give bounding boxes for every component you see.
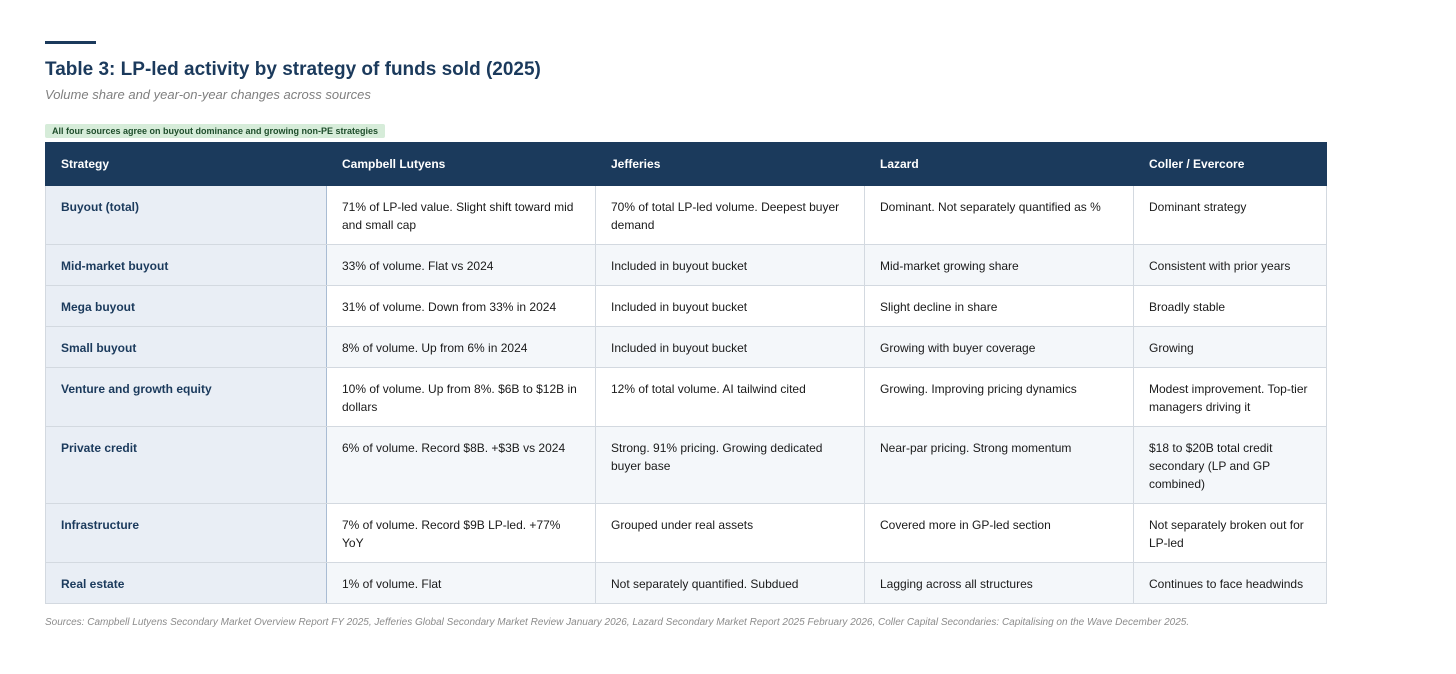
column-header-lazard: Lazard <box>865 143 1134 186</box>
strategy-cell: Mega buyout <box>46 286 327 327</box>
table-row <box>46 245 1327 286</box>
column-header-coller-evercore: Coller / Evercore <box>1134 143 1327 186</box>
strategy-cell: Mid-market buyout <box>46 245 327 286</box>
column-header-campbell-lutyens: Campbell Lutyens <box>327 143 596 186</box>
campbell-lutyens-cell: 6% of volume. Record $8B. +$3B vs 2024 <box>327 427 596 504</box>
column-header-jefferies: Jefferies <box>596 143 865 186</box>
table-header-row <box>46 143 1327 186</box>
lazard-cell: Slight decline in share <box>865 286 1134 327</box>
lazard-cell: Mid-market growing share <box>865 245 1134 286</box>
table-row <box>46 427 1327 504</box>
table-row <box>46 186 1327 245</box>
campbell-lutyens-cell: 7% of volume. Record $9B LP-led. +77% YoY <box>327 504 596 563</box>
title-accent-bar <box>45 41 96 44</box>
page-title: Table 3: LP-led activity by strategy of funds sold (2025) <box>45 59 541 80</box>
table-row <box>46 286 1327 327</box>
lazard-cell: Near-par pricing. Strong momentum <box>865 427 1134 504</box>
table-row <box>46 563 1327 604</box>
sources-footnote: Sources: Campbell Lutyens Secondary Market Overview Report FY 2025, Jefferies Global Secondary Market Review January 2026, Lazard Secondary Market Report 2025 February 2026, Coller Capital Secondaries: Capitalising on the Wave December 2025. <box>45 617 1190 628</box>
coller-evercore-cell: Growing <box>1134 327 1327 368</box>
campbell-lutyens-cell: 1% of volume. Flat <box>327 563 596 604</box>
strategy-table <box>45 142 1327 604</box>
jefferies-cell: Not separately quantified. Subdued <box>596 563 865 604</box>
lazard-cell: Growing. Improving pricing dynamics <box>865 368 1134 427</box>
coller-evercore-cell: Continues to face headwinds <box>1134 563 1327 604</box>
jefferies-cell: Strong. 91% pricing. Growing dedicated buyer base <box>596 427 865 504</box>
strategy-cell: Infrastructure <box>46 504 327 563</box>
jefferies-cell: Grouped under real assets <box>596 504 865 563</box>
lazard-cell: Lagging across all structures <box>865 563 1134 604</box>
campbell-lutyens-cell: 71% of LP-led value. Slight shift toward mid and small cap <box>327 186 596 245</box>
lazard-cell: Dominant. Not separately quantified as % <box>865 186 1134 245</box>
strategy-cell: Private credit <box>46 427 327 504</box>
jefferies-cell: 70% of total LP-led volume. Deepest buyer demand <box>596 186 865 245</box>
jefferies-cell: Included in buyout bucket <box>596 245 865 286</box>
coller-evercore-cell: Broadly stable <box>1134 286 1327 327</box>
table-row <box>46 327 1327 368</box>
strategy-cell: Small buyout <box>46 327 327 368</box>
coller-evercore-cell: Dominant strategy <box>1134 186 1327 245</box>
campbell-lutyens-cell: 8% of volume. Up from 6% in 2024 <box>327 327 596 368</box>
jefferies-cell: 12% of total volume. AI tailwind cited <box>596 368 865 427</box>
strategy-cell: Venture and growth equity <box>46 368 327 427</box>
lazard-cell: Covered more in GP-led section <box>865 504 1134 563</box>
campbell-lutyens-cell: 31% of volume. Down from 33% in 2024 <box>327 286 596 327</box>
jefferies-cell: Included in buyout bucket <box>596 327 865 368</box>
coller-evercore-cell: $18 to $20B total credit secondary (LP and GP combined) <box>1134 427 1327 504</box>
campbell-lutyens-cell: 33% of volume. Flat vs 2024 <box>327 245 596 286</box>
coller-evercore-cell: Modest improvement. Top-tier managers driving it <box>1134 368 1327 427</box>
coller-evercore-cell: Consistent with prior years <box>1134 245 1327 286</box>
lazard-cell: Growing with buyer coverage <box>865 327 1134 368</box>
column-header-strategy: Strategy <box>46 143 327 186</box>
table-row <box>46 368 1327 427</box>
jefferies-cell: Included in buyout bucket <box>596 286 865 327</box>
summary-badge: All four sources agree on buyout dominance and growing non-PE strategies <box>45 124 385 138</box>
strategy-cell: Buyout (total) <box>46 186 327 245</box>
campbell-lutyens-cell: 10% of volume. Up from 8%. $6B to $12B in dollars <box>327 368 596 427</box>
table-row <box>46 504 1327 563</box>
coller-evercore-cell: Not separately broken out for LP-led <box>1134 504 1327 563</box>
strategy-cell: Real estate <box>46 563 327 604</box>
page-subtitle: Volume share and year-on-year changes across sources <box>45 87 371 102</box>
